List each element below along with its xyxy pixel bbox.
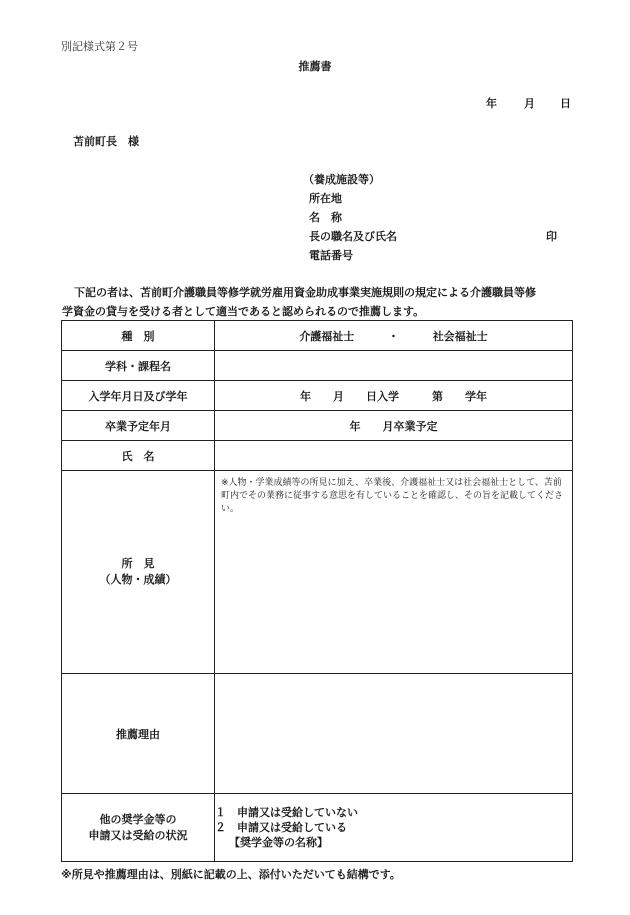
intro-line-2: 学資金の貸与を受ける者として適当であると認められるので推薦します。 <box>62 305 425 318</box>
graduation-field[interactable]: 年 月卒業予定 <box>215 411 573 441</box>
form-number: 別記様式第２号 <box>61 40 138 53</box>
type-option-care-worker[interactable]: 介護福祉士 <box>299 329 355 343</box>
course-field[interactable] <box>215 351 573 381</box>
table-row-opinion <box>62 471 573 674</box>
type-option-social-worker[interactable]: 社会福祉士 <box>432 329 488 343</box>
other-scholarship-label <box>62 794 215 862</box>
seal-mark: 印 <box>546 230 557 243</box>
addressee: 苫前町長 様 <box>73 135 139 148</box>
intro-paragraph <box>62 283 582 321</box>
document-title: 推薦書 <box>298 60 332 73</box>
head-title-name-label: 長の職名及び氏名 <box>309 230 397 243</box>
graduation-label: 卒業予定年月 <box>62 411 215 441</box>
other-scholarship-label-line-2: 申請又は受給の状況 <box>88 828 188 842</box>
table-row-enrollment <box>62 381 573 411</box>
type-separator: ・ <box>388 329 399 343</box>
reason-label: 推薦理由 <box>62 674 215 794</box>
institution-name-label: 名 称 <box>309 211 342 224</box>
enrollment-label: 入学年月日及び学年 <box>62 381 215 411</box>
student-name-label: 氏 名 <box>62 441 215 471</box>
reason-field[interactable] <box>215 674 573 794</box>
recommendation-form-table <box>61 320 573 862</box>
opinion-instruction-note: ※人物・学業成績等の所見に加え、卒業後、介護福祉士又は社会福祉士として、苫前町内でその業務に従事する意思を有していることを確認し、その旨を記載してください。 <box>221 478 564 514</box>
course-label: 学科・課程名 <box>62 351 215 381</box>
footer-note: ※所見や推薦理由は、別紙に記載の上、添付いただいても結構です。 <box>61 868 401 881</box>
opinion-label-line-2: （人物・成績） <box>99 573 177 586</box>
status-option-applied[interactable]: ２ 申請又は受給している <box>215 821 347 834</box>
intro-line-1: 下記の者は、苫前町介護職員等修学就労雇用資金助成事業実施規則の規定による介護職員等修 <box>74 286 536 299</box>
opinion-field[interactable] <box>215 471 573 674</box>
other-scholarship-field[interactable] <box>215 794 573 862</box>
student-name-field[interactable] <box>215 441 573 471</box>
scholarship-name-label: 【奨学金等の名称】 <box>229 836 328 849</box>
table-row-name <box>62 441 573 471</box>
table-row-reason <box>62 674 573 794</box>
date-day-label: 日 <box>560 97 571 110</box>
recommender-section-label: （養成施設等） <box>303 173 380 186</box>
date-year-label: 年 <box>486 97 497 110</box>
enrollment-field[interactable]: 年 月 日入学 第 学年 <box>215 381 573 411</box>
type-value-cell[interactable] <box>215 321 573 351</box>
other-scholarship-label-line-1: 他の奨学金等の <box>99 812 177 826</box>
type-label: 種 別 <box>62 321 215 351</box>
table-row-other-scholarship <box>62 794 573 862</box>
phone-label: 電話番号 <box>309 249 353 262</box>
status-option-not-applied[interactable]: １ 申請又は受給していない <box>215 806 358 819</box>
opinion-label-line-1: 所 見 <box>121 557 155 570</box>
table-row-type <box>62 321 573 351</box>
table-row-graduation <box>62 411 573 441</box>
date-month-label: 月 <box>524 97 535 110</box>
opinion-label <box>62 471 215 674</box>
address-label: 所在地 <box>309 192 342 205</box>
table-row-course <box>62 351 573 381</box>
